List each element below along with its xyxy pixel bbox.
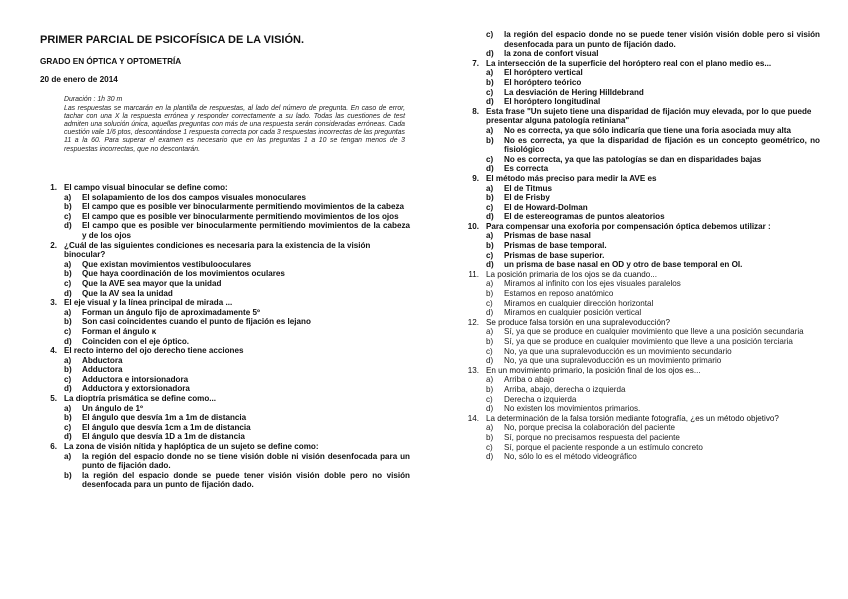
answer-option bbox=[40, 308, 410, 318]
option-text: Prismas de base temporal. bbox=[504, 241, 607, 251]
option-letter: a) bbox=[486, 68, 494, 78]
answer-option bbox=[40, 423, 410, 433]
answer-option bbox=[40, 317, 410, 327]
option-text: Arriba o abajo bbox=[504, 375, 555, 385]
option-text: No es correcta, ya que las patologías se dan en disparidades bajas bbox=[504, 154, 762, 164]
answer-option bbox=[462, 260, 820, 270]
option-text: Que la AV sea la unidad bbox=[82, 288, 173, 298]
option-letter: c) bbox=[486, 442, 493, 452]
option-text: Sí, ya que se produce en cualquier movimiento que lleve a una posición terciaria bbox=[504, 337, 793, 346]
option-text: No, porque precisa la colaboración del paciente bbox=[504, 423, 675, 433]
question-number: 10. bbox=[467, 221, 479, 231]
answer-option bbox=[462, 452, 820, 462]
option-letter: a) bbox=[64, 307, 72, 317]
question-number: 11. bbox=[468, 269, 479, 279]
answer-option bbox=[462, 136, 820, 155]
option-letter: a) bbox=[486, 423, 494, 433]
option-text: El ángulo que desvía 1m a 1m de distancia bbox=[82, 413, 247, 423]
option-text: El campo que es posible ver binocularmente permitiendo movimientos de la cabeza y de los ojos bbox=[82, 221, 410, 240]
question-text: La posición primaria de los ojos se da cuando... bbox=[486, 269, 657, 279]
option-letter: b) bbox=[64, 317, 72, 327]
question-number: 3. bbox=[50, 298, 57, 308]
option-letter: b) bbox=[64, 470, 72, 480]
answer-option bbox=[40, 337, 410, 347]
option-text: Adductora bbox=[82, 365, 123, 375]
question-text: En un movimiento primario, la posición final de los ojos es... bbox=[486, 365, 701, 375]
answer-option bbox=[462, 97, 820, 107]
option-text: Miramos en cualquier posición vertical bbox=[504, 308, 642, 318]
question-number: 14. bbox=[467, 413, 479, 423]
option-text: Coinciden con el eje óptico. bbox=[82, 336, 190, 346]
answer-option bbox=[462, 337, 820, 347]
option-letter: a) bbox=[486, 183, 494, 193]
option-text: El solapamiento de los dos campos visuales monoculares bbox=[82, 192, 307, 202]
question-14 bbox=[462, 414, 820, 424]
option-letter: c) bbox=[486, 30, 494, 39]
option-text: Estamos en reposo anatómico bbox=[504, 289, 614, 299]
answer-option bbox=[40, 260, 410, 270]
exam-date: 20 de enero de 2014 bbox=[40, 75, 118, 84]
answer-option bbox=[40, 193, 410, 203]
option-text: Abductora bbox=[82, 355, 123, 365]
question-text: Para compensar una exoforia por compensación óptica debemos utilizar : bbox=[486, 221, 771, 231]
answer-option bbox=[462, 231, 820, 241]
answer-option bbox=[462, 433, 820, 443]
questions-right-column bbox=[462, 30, 820, 462]
option-text: El campo que es posible ver binocularmente permitiendo movimientos de la cabeza bbox=[82, 202, 405, 212]
option-letter: d) bbox=[486, 164, 494, 174]
option-text: El de Frisby bbox=[504, 193, 550, 203]
option-text: El horóptero longitudinal bbox=[504, 97, 601, 107]
question-text: El eje visual y la línea principal de mirada ... bbox=[64, 298, 233, 308]
duration-text: Duración : 1h 30 m bbox=[64, 96, 123, 103]
option-text: Derecha o izquierda bbox=[504, 394, 577, 404]
option-text: la región del espacio donde no se tiene visión doble ni visión desenfocada para un punto de fijación dado. bbox=[82, 451, 410, 471]
option-text: La desviación de Hering Hilldebrand bbox=[504, 87, 644, 97]
option-letter: a) bbox=[64, 355, 72, 365]
answer-option bbox=[40, 327, 410, 337]
option-text: Forman el ángulo κ bbox=[82, 326, 157, 336]
question-number: 8. bbox=[472, 106, 479, 116]
answer-option bbox=[462, 251, 820, 261]
option-text: No existen los movimientos primarios. bbox=[504, 404, 641, 414]
question-1 bbox=[40, 183, 410, 193]
answer-option bbox=[462, 126, 820, 136]
option-text: El horóptero vertical bbox=[504, 68, 583, 78]
answer-option bbox=[462, 404, 820, 414]
option-letter: d) bbox=[64, 288, 72, 298]
option-letter: a) bbox=[64, 259, 72, 269]
answer-option bbox=[40, 452, 410, 471]
option-letter: a) bbox=[64, 403, 72, 413]
answer-option bbox=[462, 395, 820, 405]
answer-option bbox=[40, 413, 410, 423]
question-9 bbox=[462, 174, 820, 184]
option-letter: b) bbox=[486, 384, 494, 394]
option-letter: b) bbox=[64, 269, 72, 279]
answer-option bbox=[40, 384, 410, 394]
question-text: Esta frase "Un sujeto tiene una disparidad de fijación muy elevada, por lo que puede presentar alguna patología retiniana" bbox=[486, 106, 812, 126]
option-text: la región del espacio donde se puede tener visión visión doble pero no visión desenfocada para un punto de fijación dado. bbox=[82, 470, 410, 490]
option-letter: a) bbox=[486, 125, 494, 135]
option-letter: b) bbox=[486, 337, 494, 346]
option-text: Es correcta bbox=[504, 164, 549, 174]
option-text: un prisma de base nasal en OD y otro de base temporal en OI. bbox=[504, 260, 743, 270]
option-text: El de Howard-Dolman bbox=[504, 202, 588, 212]
question-7 bbox=[462, 59, 820, 69]
answer-option bbox=[40, 356, 410, 366]
option-text: Forman un ángulo fijo de aproximadamente 5º bbox=[82, 307, 260, 317]
answer-option bbox=[462, 241, 820, 251]
option-text: Miramos en cualquier dirección horizontal bbox=[504, 298, 654, 308]
option-letter: d) bbox=[64, 221, 72, 231]
answer-option bbox=[462, 423, 820, 433]
question-text: La dioptría prismática se define como... bbox=[64, 394, 217, 404]
question-3 bbox=[40, 298, 410, 308]
option-letter: c) bbox=[64, 278, 72, 288]
question-4 bbox=[40, 346, 410, 356]
option-letter: d) bbox=[486, 308, 494, 318]
answer-option bbox=[40, 221, 410, 240]
option-text: Sí, porque no precisamos respuesta del paciente bbox=[504, 432, 680, 442]
option-letter: b) bbox=[64, 202, 72, 212]
answer-option bbox=[462, 164, 820, 174]
option-text: Miramos al infinito con los ejes visuales paralelos bbox=[504, 279, 681, 289]
option-text: Prismas de base nasal bbox=[504, 231, 591, 241]
option-letter: a) bbox=[486, 375, 494, 385]
answer-option bbox=[462, 184, 820, 194]
answer-option bbox=[462, 289, 820, 299]
option-text: El de estereogramas de puntos aleatorios bbox=[504, 212, 665, 222]
option-letter: d) bbox=[486, 260, 494, 270]
question-number: 4. bbox=[50, 346, 57, 356]
question-text: La intersección de la superficie del horóptero real con el plano medio es... bbox=[486, 58, 772, 68]
answer-option bbox=[40, 212, 410, 222]
exam-title: PRIMER PARCIAL DE PSICOFÍSICA DE LA VISIÓN. bbox=[40, 34, 305, 46]
answer-option bbox=[462, 68, 820, 78]
option-letter: b) bbox=[64, 413, 72, 423]
question-number: 5. bbox=[50, 394, 57, 404]
question-text: El método más preciso para medir la AVE es bbox=[486, 173, 657, 183]
question-number: 9. bbox=[472, 173, 479, 183]
option-letter: c) bbox=[486, 87, 494, 97]
option-text: Son casi coincidentes cuando el punto de fijación es lejano bbox=[82, 317, 311, 327]
option-letter: d) bbox=[486, 356, 494, 366]
answer-option bbox=[40, 365, 410, 375]
answer-option bbox=[462, 30, 820, 49]
answer-option bbox=[40, 289, 410, 299]
question-text: El campo visual binocular se define como: bbox=[64, 183, 228, 192]
question-13 bbox=[462, 366, 820, 376]
option-letter: b) bbox=[486, 241, 494, 251]
answer-option bbox=[40, 202, 410, 212]
option-text: Arriba, abajo, derecha o izquierda bbox=[504, 384, 626, 394]
option-letter: b) bbox=[486, 193, 494, 203]
option-letter: a) bbox=[64, 451, 72, 461]
answer-option bbox=[462, 78, 820, 88]
option-letter: a) bbox=[64, 192, 72, 202]
instructions-block bbox=[64, 96, 405, 154]
question-number: 13. bbox=[467, 365, 479, 375]
option-letter: d) bbox=[64, 336, 72, 346]
instructions-text: Las respuestas se marcarán en la plantilla de respuestas, al lado del número de pregunta. En caso de error, tachar con una X la respuesta errónea y responder correctamente a su lado. Todas las cuestiones de test admiten una solución única, aquellas preguntas con más de una respuesta serán consideradas erróneas. Cada cuestión vale 1/6 ptos, descontándose 1 respuesta correcta por cada 3 respuestas incorrectas de las preguntas 11 a la 60. Para superar el examen es necesario que en las preguntas 1 a 10 se tengan menos de 3 respuestas incorrectas, que no descontarán. bbox=[64, 105, 405, 153]
answer-option bbox=[462, 279, 820, 289]
question-5 bbox=[40, 394, 410, 404]
answer-option bbox=[462, 327, 820, 337]
question-text: La determinación de la falsa torsión mediante fotografía, ¿es un método objetivo? bbox=[486, 413, 779, 423]
answer-option bbox=[40, 404, 410, 414]
question-number: 2. bbox=[50, 240, 57, 250]
option-letter: c) bbox=[486, 298, 493, 308]
option-letter: c) bbox=[486, 250, 494, 260]
option-text: Que la AVE sea mayor que la unidad bbox=[82, 278, 222, 288]
option-text: El ángulo que desvía 1D a 1m de distancia bbox=[82, 432, 245, 442]
option-letter: c) bbox=[486, 346, 493, 356]
question-number: 6. bbox=[50, 442, 57, 452]
question-10 bbox=[462, 222, 820, 232]
option-text: No es correcta, ya que sólo indicaría que tiene una foria asociada muy alta bbox=[504, 125, 791, 135]
answer-option bbox=[462, 443, 820, 453]
answer-option bbox=[462, 212, 820, 222]
answer-option bbox=[40, 432, 410, 442]
answer-option bbox=[462, 88, 820, 98]
option-text: la región del espacio donde no se puede tener visión visión doble pero si visión desenfocada para un punto de fijación dado. bbox=[504, 30, 820, 49]
option-letter: c) bbox=[64, 374, 72, 384]
option-text: Adductora y extorsionadora bbox=[82, 384, 190, 394]
answer-option bbox=[462, 299, 820, 309]
degree-subtitle: GRADO EN ÓPTICA Y OPTOMETRÍA bbox=[40, 57, 182, 66]
option-text: Prismas de base superior. bbox=[504, 250, 605, 260]
answer-option bbox=[40, 279, 410, 289]
answer-option bbox=[462, 155, 820, 165]
option-letter: d) bbox=[64, 384, 72, 394]
answer-option bbox=[40, 471, 410, 490]
option-text: El ángulo que desvía 1cm a 1m de distancia bbox=[82, 422, 251, 432]
option-letter: d) bbox=[486, 97, 494, 107]
option-text: El campo que es posible ver binocularmente permitiendo movimientos de los ojos bbox=[82, 211, 399, 221]
question-number: 12. bbox=[467, 317, 479, 327]
answer-option bbox=[462, 347, 820, 357]
question-number: 1. bbox=[50, 183, 57, 192]
question-text: El recto interno del ojo derecho tiene acciones bbox=[64, 346, 244, 356]
option-letter: c) bbox=[486, 394, 493, 404]
option-text: El de Titmus bbox=[504, 183, 552, 193]
option-text: Que existan movimientos vestibulooculares bbox=[82, 259, 252, 269]
option-letter: a) bbox=[486, 279, 494, 289]
option-text: El horóptero teórico bbox=[504, 77, 582, 87]
answer-option bbox=[462, 203, 820, 213]
option-text: Adductora e intorsionadora bbox=[82, 374, 189, 384]
question-text: Se produce falsa torsión en una supralevoducción? bbox=[486, 317, 671, 327]
option-letter: c) bbox=[64, 326, 72, 336]
answer-option bbox=[40, 375, 410, 385]
option-letter: b) bbox=[486, 289, 494, 299]
answer-option bbox=[462, 193, 820, 203]
question-11 bbox=[462, 270, 820, 280]
option-text: Sí, porque el paciente responde a un estímulo concreto bbox=[504, 442, 703, 452]
option-text: la zona de confort visual bbox=[504, 49, 599, 59]
question-number: 7. bbox=[472, 58, 479, 68]
option-letter: c) bbox=[64, 211, 72, 221]
option-letter: b) bbox=[64, 365, 72, 375]
answer-option bbox=[462, 375, 820, 385]
option-letter: c) bbox=[486, 154, 494, 164]
option-text: Que haya coordinación de los movimientos oculares bbox=[82, 269, 285, 279]
option-letter: b) bbox=[486, 135, 494, 145]
question-text: ¿Cuál de las siguientes condiciones es necesaria para la existencia de la visión binocular? bbox=[64, 240, 371, 260]
option-letter: b) bbox=[486, 77, 494, 87]
option-text: Sí, ya que se produce en cualquier movimiento que lleve a una posición secundaria bbox=[504, 327, 804, 337]
option-letter: d) bbox=[486, 212, 494, 222]
option-letter: d) bbox=[486, 49, 494, 59]
question-2 bbox=[40, 241, 410, 260]
option-letter: b) bbox=[486, 432, 494, 442]
question-text: La zona de visión nítida y haplóptica de un sujeto se define como: bbox=[64, 442, 319, 452]
option-text: No, sólo lo es el método videográfico bbox=[504, 452, 637, 462]
option-text: Un ángulo de 1º bbox=[82, 403, 143, 413]
answer-option bbox=[462, 308, 820, 318]
answer-option bbox=[462, 385, 820, 395]
option-letter: d) bbox=[486, 452, 494, 462]
option-text: No, ya que una supralevoducción es un movimiento primario bbox=[504, 356, 722, 366]
questions-left-column bbox=[40, 183, 410, 490]
answer-option bbox=[462, 49, 820, 59]
question-8 bbox=[462, 107, 820, 126]
question-6 bbox=[40, 442, 410, 452]
option-letter: a) bbox=[486, 327, 494, 337]
question-12 bbox=[462, 318, 820, 328]
option-letter: c) bbox=[64, 422, 72, 432]
answer-option bbox=[40, 269, 410, 279]
option-text: No, ya que una supralevoducción es un movimiento secundario bbox=[504, 346, 732, 356]
option-text: No es correcta, ya que la disparidad de fijación es un concepto geométrico, no fisiológico bbox=[504, 135, 820, 155]
option-letter: a) bbox=[486, 231, 494, 241]
option-letter: c) bbox=[486, 202, 494, 212]
option-letter: d) bbox=[64, 432, 72, 442]
option-letter: d) bbox=[486, 404, 494, 414]
answer-option bbox=[462, 356, 820, 366]
